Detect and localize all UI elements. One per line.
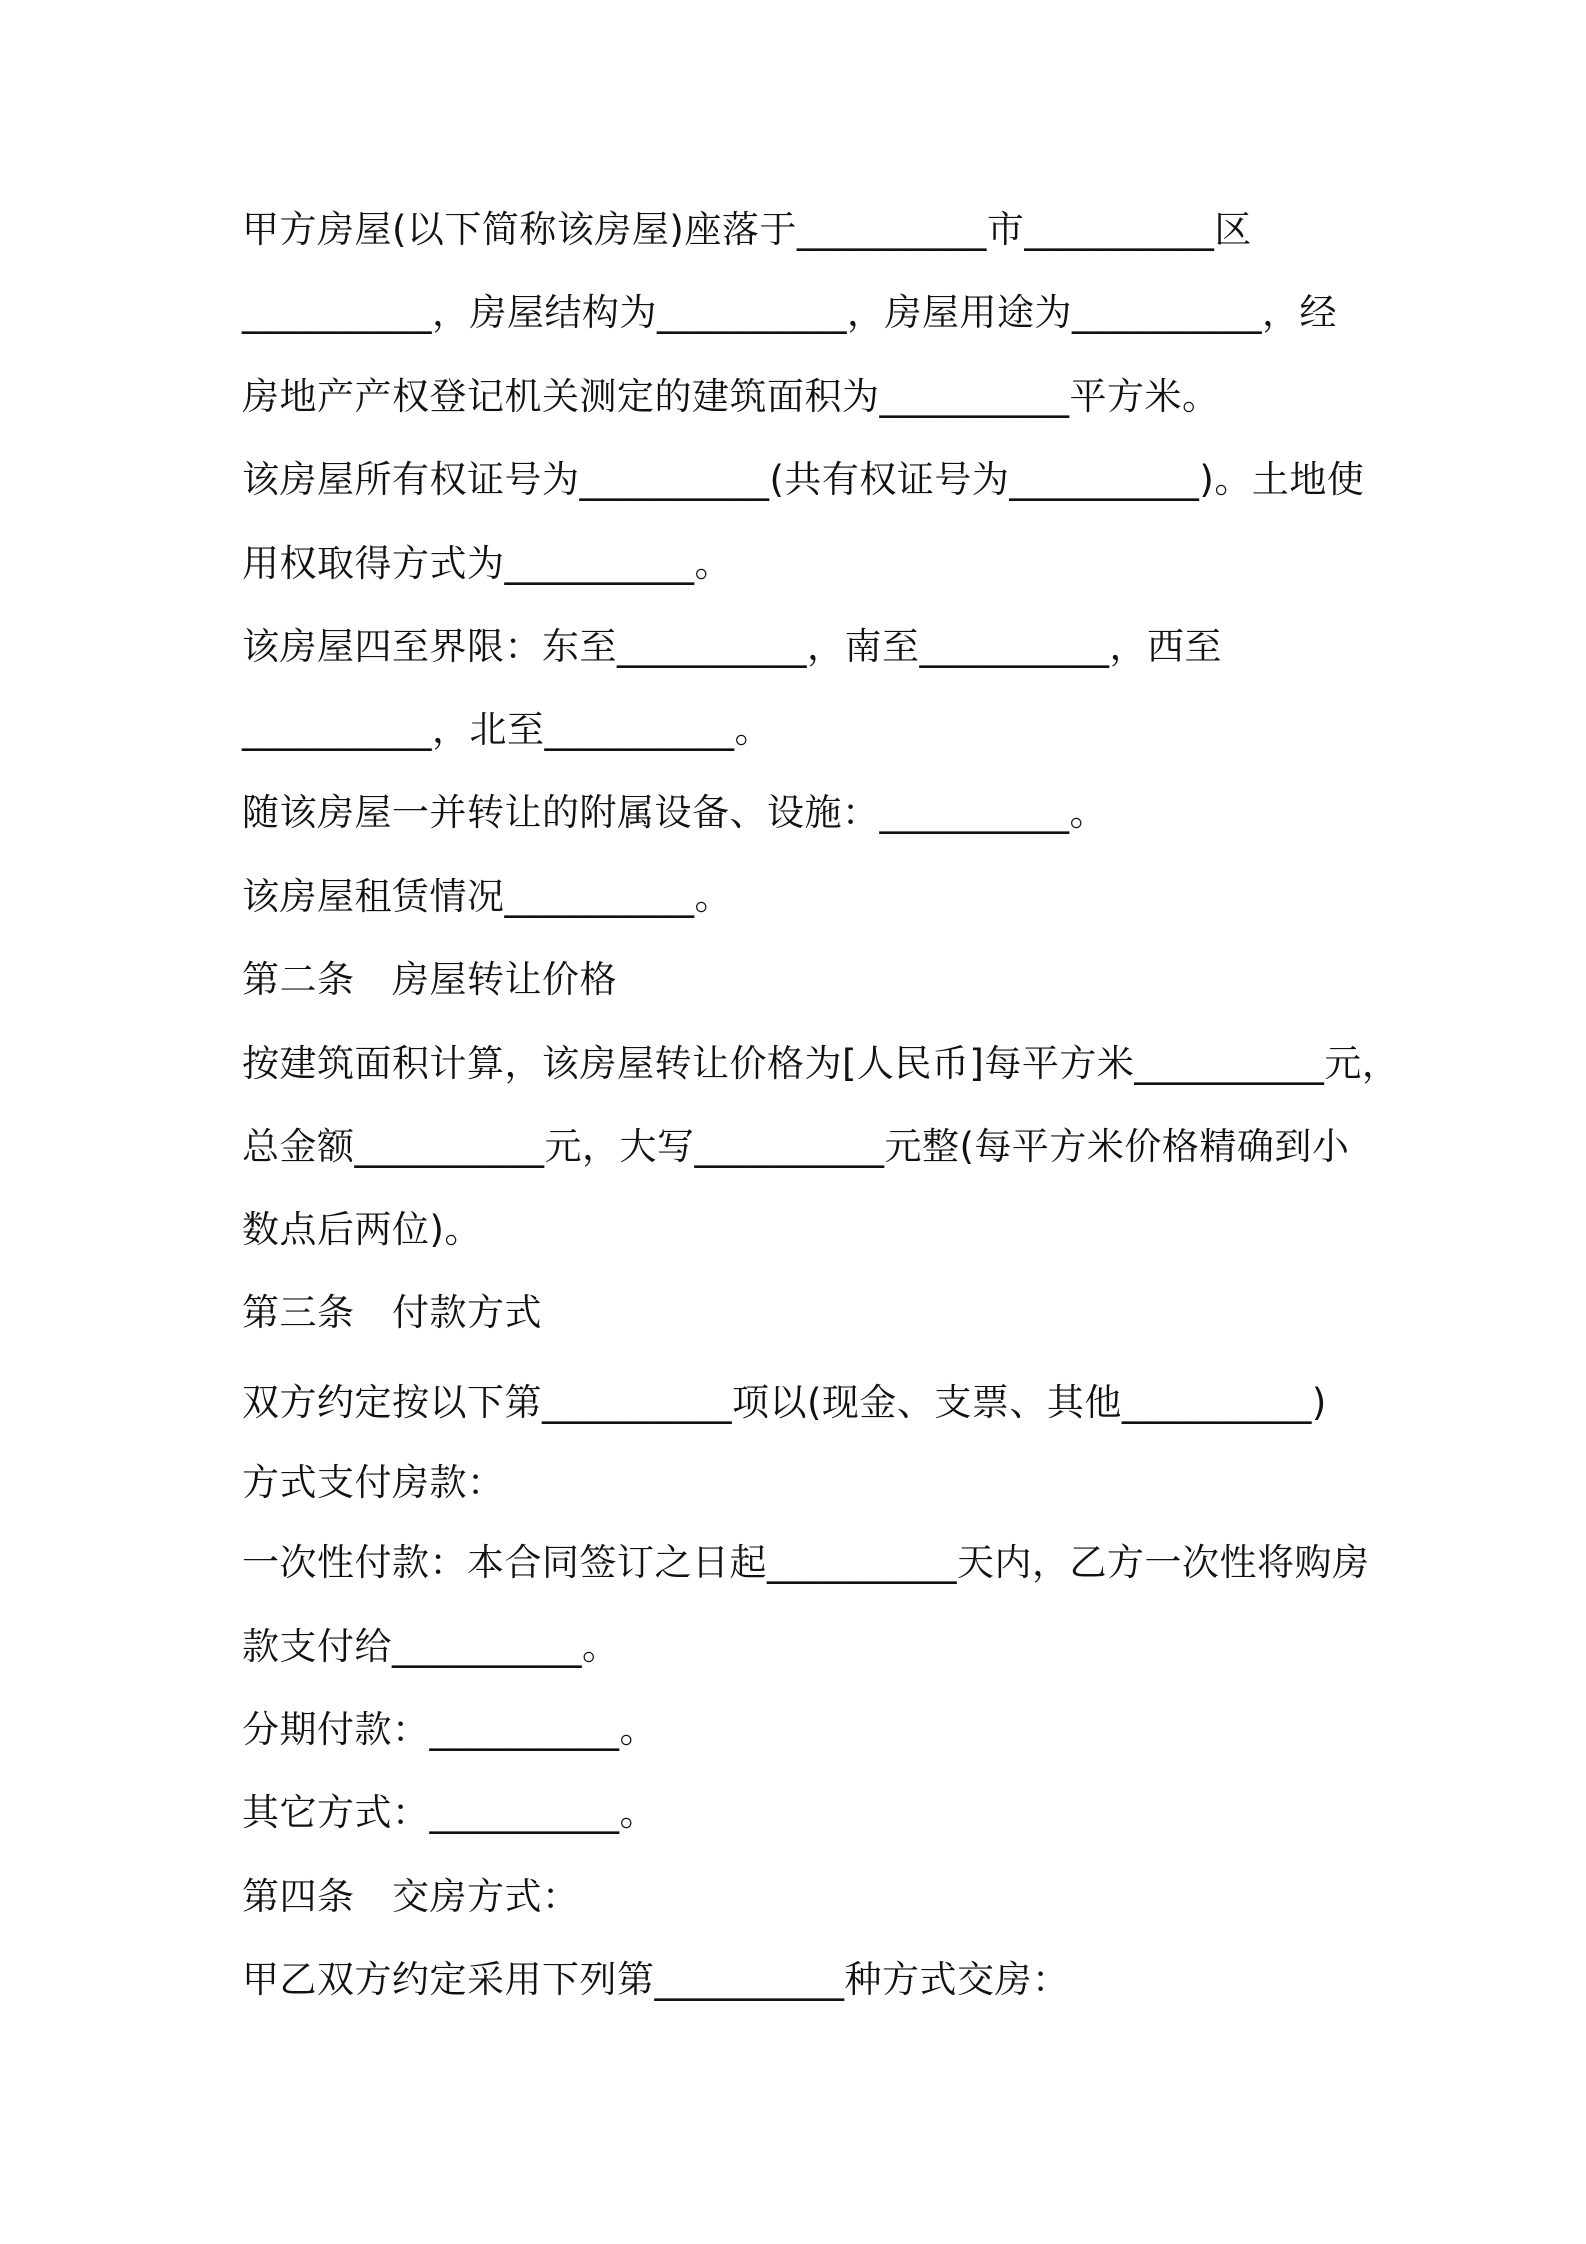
text-line-location: 甲方房屋(以下简称该房屋)座落于__________市__________区 xyxy=(242,208,1252,251)
text-line-lump-sum: 一次性付款：本合同签订之日起__________天内，乙方一次性将购房 xyxy=(242,1541,1370,1584)
text-line-payment-choice: 双方约定按以下第__________项以(现金、支票、其他__________) xyxy=(242,1381,1327,1424)
text-line-lease: 该房屋租赁情况__________。 xyxy=(242,875,732,918)
text-line-boundaries: 该房屋四至界限：东至__________，南至__________，西至 xyxy=(242,625,1222,668)
text-line-precision: 数点后两位)。 xyxy=(242,1208,482,1251)
text-line-installment: 分期付款：__________。 xyxy=(242,1708,657,1751)
text-line-land-use: 用权取得方式为__________。 xyxy=(242,542,732,585)
text-line-price-per-sqm: 按建筑面积计算，该房屋转让价格为[人民币]每平方米__________元， xyxy=(242,1042,1400,1085)
text-line-area: 房地产产权登记机关测定的建筑面积为__________平方米。 xyxy=(242,375,1220,418)
text-line-pay-to: 款支付给__________。 xyxy=(242,1625,620,1668)
section-heading-price: 第二条 房屋转让价格 xyxy=(242,958,617,1001)
text-line-structure-use: __________，房屋结构为__________，房屋用途为__________，经 xyxy=(242,291,1337,334)
text-line-payment-method: 方式支付房款： xyxy=(242,1461,505,1504)
section-heading-payment: 第三条 付款方式 xyxy=(242,1291,542,1334)
text-line-total-amount: 总金额__________元，大写__________元整(每平方米价格精确到小 xyxy=(242,1125,1350,1168)
text-line-facilities: 随该房屋一并转让的附属设备、设施：__________。 xyxy=(242,791,1107,834)
text-line-certificate: 该房屋所有权证号为__________(共有权证号为__________)。土地使 xyxy=(242,458,1365,501)
section-heading-handover: 第四条 交房方式： xyxy=(242,1875,580,1918)
text-line-other-method: 其它方式：__________。 xyxy=(242,1791,657,1834)
text-line-handover-choice: 甲乙双方约定采用下列第__________种方式交房： xyxy=(242,1958,1070,2001)
text-line-boundaries-north: __________，北至__________。 xyxy=(242,708,772,751)
